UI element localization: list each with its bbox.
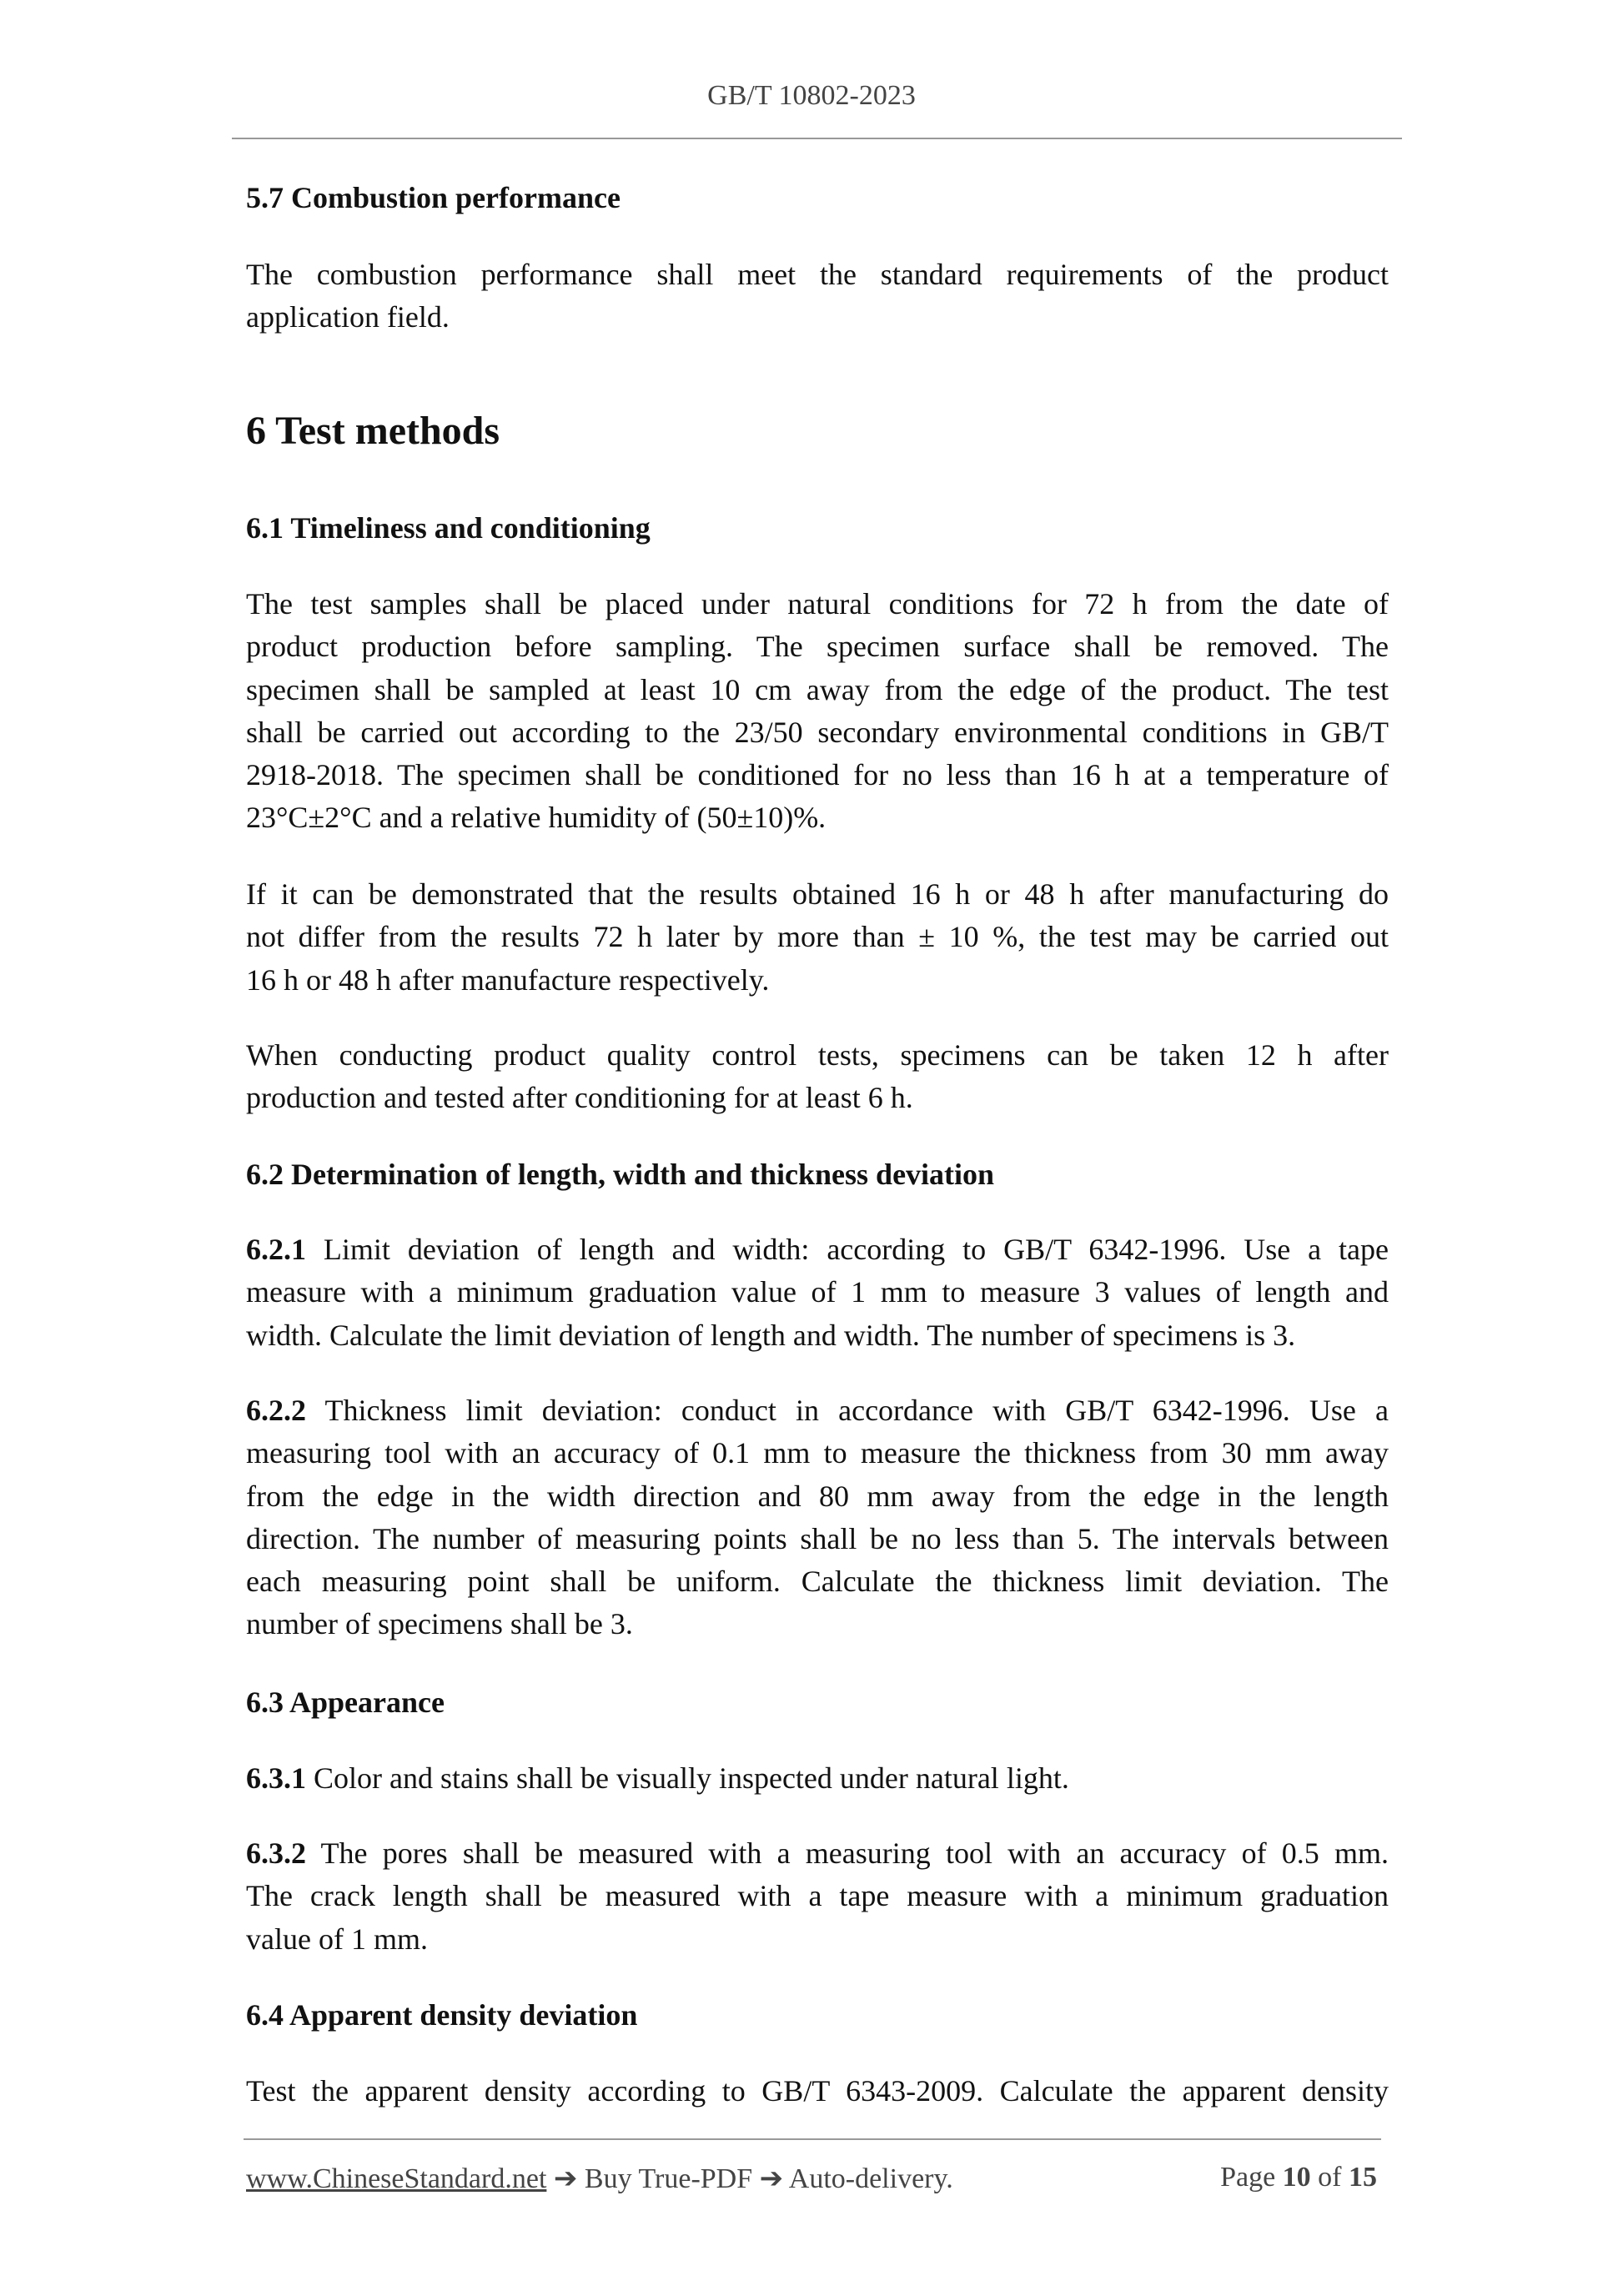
line-text: application field. (246, 300, 450, 334)
arrow-right-icon: ➔ (759, 2163, 784, 2194)
line-text: shall be carried out according to the 23/50 secondary environmental conditions in GB/T (246, 715, 1389, 749)
line-text: value of 1 mm. (246, 1922, 428, 1956)
text-line (246, 873, 1389, 916)
running-header: GB/T 10802-2023 (707, 80, 916, 111)
clause-number: 6.3.2 (246, 1836, 306, 1870)
heading-5-7: 5.7 Combustion performance (246, 181, 621, 214)
line-text: each measuring point shall be uniform. Calculate the thickness limit deviation. The (246, 1565, 1389, 1599)
clause-number: 6.2.2 (246, 1394, 306, 1427)
paragraph-5-7 (246, 254, 1389, 339)
line-text: Thickness limit deviation: conduct in accordance with GB/T 6342-1996. Use a (306, 1394, 1389, 1427)
text-line (246, 1034, 1389, 1077)
text-line (246, 1757, 1389, 1800)
text-line (246, 1603, 1389, 1645)
header-divider (232, 138, 1402, 139)
text-line (246, 1560, 1389, 1603)
clause-number: 6.3.1 (246, 1761, 306, 1795)
line-text: 16 h or 48 h after manufacture respectively. (246, 962, 770, 997)
page-total: 15 (1349, 2162, 1377, 2193)
text-line (246, 711, 1389, 754)
line-text: 2918-2018. The specimen shall be conditioned for no less than 16 h at a temperature of (246, 758, 1389, 792)
line-text: specimen shall be sampled at least 10 cm away from the edge of the product. The test (246, 672, 1389, 706)
text-line (246, 669, 1389, 711)
line-text: If it can be demonstrated that the results obtained 16 h or 48 h after manufacturing do (246, 877, 1389, 911)
line-text: from the edge in the width direction and 80 mm away from the edge in the length (246, 1479, 1389, 1513)
text-line (246, 2070, 1389, 2113)
paragraph-6-3-2 (246, 1832, 1389, 1961)
text-line (246, 1077, 1389, 1119)
footer (246, 2162, 1377, 2195)
text-line (246, 1314, 1389, 1357)
line-text: product production before sampling. The specimen surface shall be removed. The (246, 630, 1389, 664)
line-text: 23°C±2°C and a relative humidity of (50±10)%. (246, 801, 827, 835)
text-line (246, 583, 1389, 625)
paragraph-6-1-b (246, 873, 1389, 1002)
heading-6-3: 6.3 Appearance (246, 1686, 445, 1719)
text-line (246, 1475, 1389, 1518)
text-line (246, 1832, 1389, 1875)
text-line (246, 1432, 1389, 1475)
text-line (246, 1875, 1389, 1917)
line-text: The test samples shall be placed under natural conditions for 72 h from the date of (246, 587, 1389, 620)
text-line (246, 1389, 1389, 1432)
page-number: 10 (1282, 2162, 1311, 2193)
text-line (246, 1918, 1389, 1961)
line-text: Limit deviation of length and width: according to GB/T 6342-1996. Use a tape (306, 1233, 1389, 1266)
heading-6-1: 6.1 Timeliness and conditioning (246, 511, 651, 545)
line-text: The crack length shall be measured with a tape measure with a minimum graduation (246, 1879, 1389, 1913)
paragraph-6-1-a (246, 583, 1389, 840)
of-label: of (1318, 2162, 1342, 2193)
line-text: not differ from the results 72 h later by more than ± 10 %, the test may be carried out (246, 920, 1389, 954)
paragraph-6-2-2 (246, 1389, 1389, 1646)
line-text: The combustion performance shall meet the standard requirements of the product (246, 258, 1389, 291)
text-line (246, 754, 1389, 796)
paragraph-6-4 (246, 2070, 1389, 2113)
line-text: measure with a minimum graduation value of 1 mm to measure 3 values of length and (246, 1275, 1389, 1309)
heading-6: 6 Test methods (246, 409, 500, 453)
line-text: The pores shall be measured with a measuring tool with an accuracy of 0.5 mm. (306, 1836, 1389, 1870)
text-line (246, 1518, 1389, 1560)
line-text: When conducting product quality control tests, specimens can be taken 12 h after (246, 1038, 1389, 1072)
line-text: production and tested after conditioning for at least 6 h. (246, 1081, 913, 1115)
auto-delivery-text: Auto-delivery. (788, 2163, 953, 2194)
arrow-right-icon: ➔ (553, 2163, 578, 2194)
line-text: Color and stains shall be visually inspected under natural light. (306, 1761, 1069, 1795)
paragraph-6-2-1 (246, 1228, 1389, 1357)
text-line (246, 916, 1389, 958)
text-line (246, 296, 1389, 339)
text-line (246, 1228, 1389, 1271)
text-line (246, 625, 1389, 668)
text-line (246, 796, 1389, 839)
buy-true-pdf-text: Buy True-PDF (584, 2163, 753, 2194)
line-text: number of specimens shall be 3. (246, 1607, 633, 1641)
text-line (246, 254, 1389, 296)
line-text: width. Calculate the limit deviation of length and width. The number of specimens is 3. (246, 1318, 1296, 1352)
text-line (246, 959, 1389, 1002)
paragraph-6-3-1 (246, 1757, 1389, 1800)
page-label: Page (1220, 2162, 1276, 2193)
paragraph-6-1-c (246, 1034, 1389, 1120)
footer-divider (244, 2138, 1381, 2140)
line-text: direction. The number of measuring points shall be no less than 5. The intervals between (246, 1521, 1389, 1555)
line-text: Test the apparent density according to GB/T 6343-2009. Calculate the apparent density (246, 2074, 1389, 2108)
heading-6-2: 6.2 Determination of length, width and thickness deviation (246, 1158, 995, 1191)
chinesestandard-link[interactable]: www.ChineseStandard.net (246, 2163, 547, 2194)
heading-6-4: 6.4 Apparent density deviation (246, 1998, 638, 2032)
page-indicator (1220, 2162, 1377, 2195)
text-line (246, 1271, 1389, 1314)
clause-number: 6.2.1 (246, 1233, 306, 1266)
line-text: measuring tool with an accuracy of 0.1 mm to measure the thickness from 30 mm away (246, 1436, 1389, 1470)
